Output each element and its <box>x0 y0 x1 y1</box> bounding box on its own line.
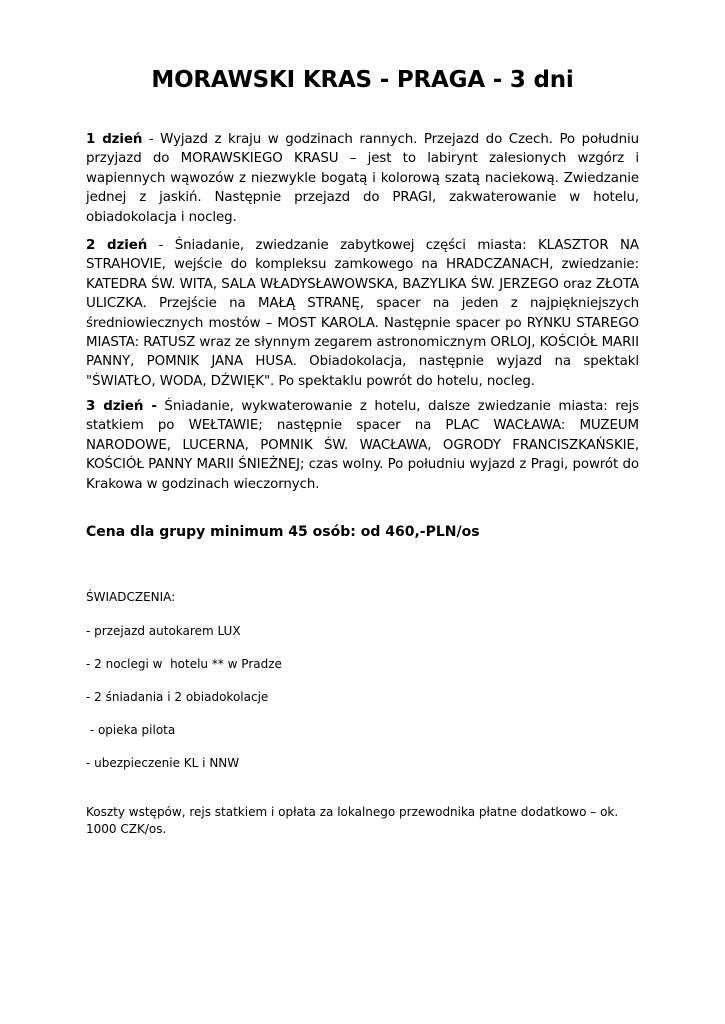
services-heading: ŚWIADCZENIA: <box>86 590 176 604</box>
day-2-paragraph <box>86 236 639 391</box>
service-item: - opieka pilota <box>86 723 176 737</box>
day-2-label: 2 dzień <box>86 238 148 253</box>
day-3-label: 3 dzień - <box>86 399 157 414</box>
page-title: MORAWSKI KRAS - PRAGA - 3 dni <box>151 67 574 93</box>
price-line: Cena dla grupy minimum 45 osób: od 460,-PLN/os <box>86 524 480 540</box>
day-1-paragraph <box>86 130 639 227</box>
additional-costs-note: Koszty wstępów, rejs statkiem i opłata za lokalnego przewodnika płatne dodatkowo – ok. 1000 CZK/os. <box>86 805 619 836</box>
day-3-text: Śniadanie, wykwaterowanie z hotelu, dalsze zwiedzanie miasta: rejs statkiem po WEŁTAWIE; następnie spacer na PLAC WACŁAWA: MUZEUM NARODOWE, LUCERNA, POMNIK ŚW. WACŁAWA, OGRODY FRANCISZKAŃSKIE, KOŚCIÓŁ PANNY MARII ŚNIEŻNEJ; czas wolny. Po południu wyjazd z Pragi, powrót do Krakowa w godzinach wieczornych. <box>86 399 639 492</box>
day-1-text: - Wyjazd z kraju w godzinach rannych. Przejazd do Czech. Po południu przyjazd do MORAWSKIEGO KRASU – jest to labirynt zalesionych wzgórz i wapiennych wąwozów z niezwykle bogatą i kolorową szatą naciekową. Zwiedzanie jednej z jaskiń. Następnie przejazd do PRAGI, zakwaterowanie w hotelu, obiadokolacja i nocleg. <box>86 132 639 225</box>
service-item: - 2 śniadania i 2 obiadokolacje <box>86 690 269 704</box>
service-item: - 2 noclegi w hotelu ** w Pradze <box>86 657 282 671</box>
service-item: - ubezpieczenie KL i NNW <box>86 756 240 770</box>
day-3-paragraph <box>86 397 639 494</box>
day-1-label: 1 dzień <box>86 132 143 147</box>
day-2-text: - Śniadanie, zwiedzanie zabytkowej części miasta: KLASZTOR NA STRAHOVIE, wejście do kompleksu zamkowego na HRADCZANACH, zwiedzanie: KATEDRA ŚW. WITA, SALA WŁADYSŁAWOWSKA, BAZYLIKA ŚW. JERZEGO oraz ZŁOTA ULICZKA. Przejście na MAŁĄ STRANĘ, spacer na jeden z najpiękniejszych średniowiecznych mostów – MOST KAROLA. Następnie spacer po RYNKU STAREGO MIASTA: RATUSZ wraz ze słynnym zegarem astronomicznym ORLOJ, KOŚCIÓŁ MARII PANNY, POMNIK JANA HUSA. Obiadokolacja, następnie wyjazd na spektakl "ŚWIATŁO, WODA, DŹWIĘK". Po spektaklu powrót do hotelu, nocleg. <box>86 238 639 389</box>
service-item: - przejazd autokarem LUX <box>86 624 241 638</box>
